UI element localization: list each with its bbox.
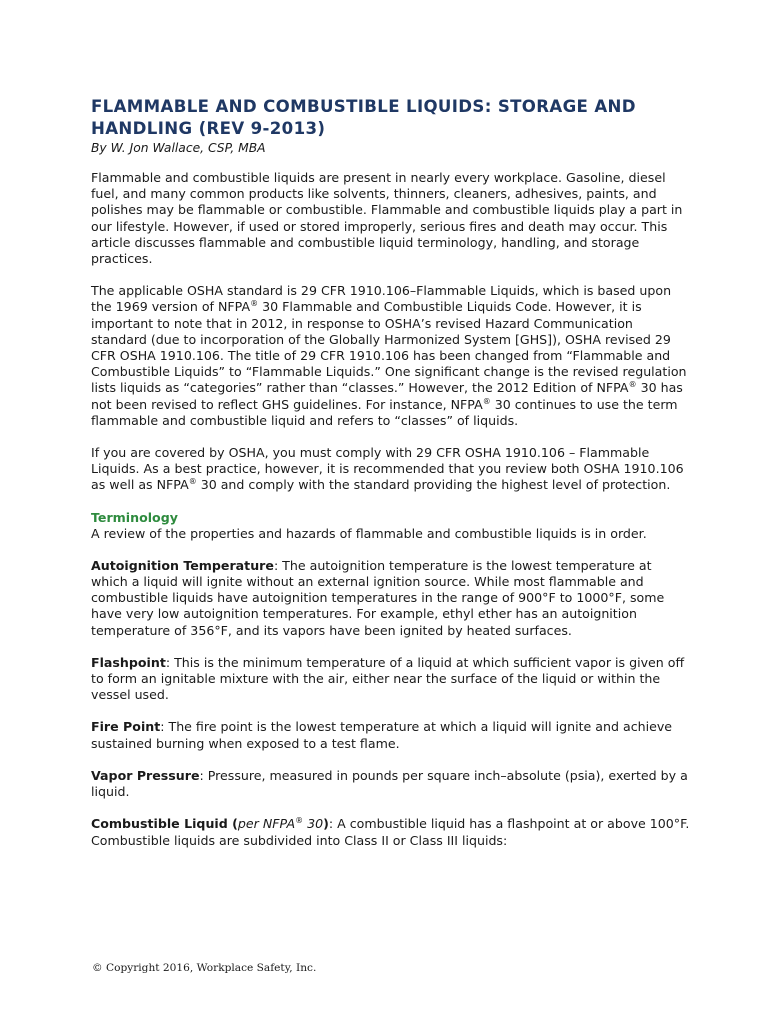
registered-mark: ® bbox=[482, 396, 491, 406]
combustible-note: per NFPA bbox=[237, 816, 296, 832]
autoignition-definition bbox=[91, 558, 691, 639]
coverage-text-2: 30 and comply with the standard providing the highest level of protection. bbox=[196, 477, 671, 493]
intro-paragraph: Flammable and combustible liquids are present in nearly every workplace. Gasoline, diesel fuel, and many common products like solvents, thinners, cleaners, adhesives, paints, and polishes may be flammable or combustible. Flammable and combustible liquids play a part in our lifestyle. However, if used or stored improperly, serious fires and death may occur. This article discusses flammable and combustible liquid terminology, handling, and storage practices. bbox=[91, 170, 683, 267]
coverage-text-1: If you are covered by OSHA, you must comply with 29 CFR OSHA 1910.106 – Flammable Liquids. As a best practice, however, it is recommended that you review both OSHA 1910.106 as well as NFPA bbox=[91, 445, 684, 493]
registered-mark: ® bbox=[628, 380, 637, 390]
osha-standard-paragraph bbox=[91, 283, 691, 429]
autoignition-text: : The autoignition temperature is the lowest temperature at which a liquid will ignite without an external ignition source. While most flammable and combustible liquids have autoignition temperatures in the range of 900°F to 1000°F, some have very low autoignition temperatures. For example, ethyl ether has an autoignition temperature of 356°F, and its vapors have been ignited by heated surfaces. bbox=[91, 557, 665, 638]
document-body bbox=[91, 96, 691, 865]
flashpoint-text: : This is the minimum temperature of a liquid at which sufficient vapor is given off to form an ignitable mixture with the air, either near the surface of the liquid or within the vessel used. bbox=[91, 654, 685, 703]
flashpoint-definition bbox=[91, 655, 691, 704]
combustible-note-number: 30 bbox=[303, 816, 324, 832]
registered-mark: ® bbox=[250, 299, 259, 309]
terminology-heading: Terminology bbox=[91, 509, 178, 525]
document-title: FLAMMABLE AND COMBUSTIBLE LIQUIDS: STORAGE AND HANDLING (REV 9-2013) bbox=[91, 97, 636, 138]
osha-text-3: 30 has not been revised to reflect GHS guidelines. For instance, NFPA bbox=[91, 380, 683, 412]
fire-point-text: : The fire point is the lowest temperature at which a liquid will ignite and achieve sustained burning when exposed to a test flame. bbox=[91, 719, 673, 751]
osha-text-1: The applicable OSHA standard is 29 CFR 1910.106–Flammable Liquids, which is based upon the 1969 version of NFPA bbox=[91, 283, 672, 315]
flashpoint-term: Flashpoint bbox=[91, 654, 166, 670]
fire-point-definition bbox=[91, 719, 691, 751]
vapor-pressure-term: Vapor Pressure bbox=[91, 767, 200, 783]
combustible-term-close: ) bbox=[323, 816, 329, 832]
registered-mark: ® bbox=[188, 477, 197, 487]
autoignition-term: Autoignition Temperature bbox=[91, 557, 274, 573]
registered-mark: ® bbox=[295, 816, 304, 826]
osha-coverage-paragraph bbox=[91, 445, 691, 494]
combustible-liquid-definition bbox=[91, 816, 691, 848]
terminology-intro: A review of the properties and hazards of flammable and combustible liquids is in order. bbox=[91, 525, 647, 541]
copyright-footer: © Copyright 2016, Workplace Safety, Inc. bbox=[92, 962, 317, 974]
osha-text-4: 30 continues to use the term flammable and combustible liquid and refers to “classes” of liquids. bbox=[91, 396, 678, 428]
combustible-liquid-text: : A combustible liquid has a flashpoint at or above 100°F. Combustible liquids are subdivided into Class II or Class III liquids: bbox=[91, 816, 690, 848]
osha-text-2: 30 Flammable and Combustible Liquids Code. However, it is important to note that in 2012, in response to OSHA’s revised Hazard Communication standard (due to incorporation of the Globally Harmonized System [GHS]), OSHA revised 29 CFR OSHA 1910.106. The title of 29 CFR 1910.106 has been changed from “Flammable and Combustible Liquids” to “Flammable Liquids.” One significant change is the revised regulation lists liquids as “categories” rather than “classes.” However, the 2012 Edition of NFPA bbox=[91, 299, 687, 396]
combustible-liquid-term: Combustible Liquid ( bbox=[91, 816, 238, 832]
vapor-pressure-definition bbox=[91, 768, 691, 800]
fire-point-term: Fire Point bbox=[91, 719, 161, 735]
vapor-pressure-text: : Pressure, measured in pounds per square inch–absolute (psia), exerted by a liquid. bbox=[91, 767, 688, 800]
author-byline: By W. Jon Wallace, CSP, MBA bbox=[91, 141, 266, 155]
